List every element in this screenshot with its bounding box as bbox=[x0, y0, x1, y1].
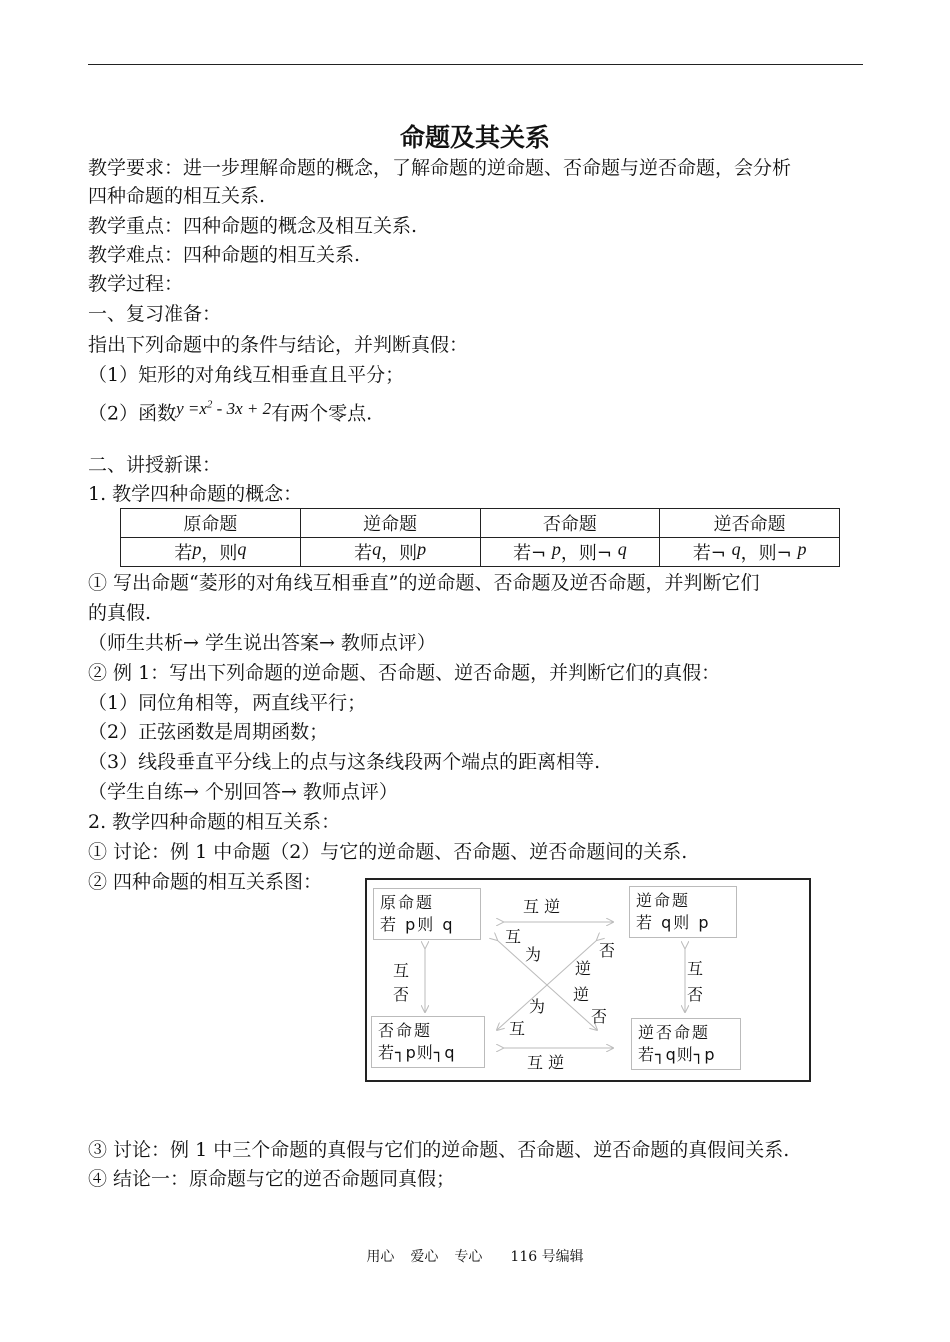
section1-item2 bbox=[88, 396, 372, 429]
diagram-caption: ② 四种命题的相互关系图： bbox=[88, 871, 323, 893]
table-header-row bbox=[121, 509, 840, 538]
process-heading: 教学过程： bbox=[88, 273, 184, 295]
header-rule bbox=[88, 64, 863, 65]
diagonal-char: 否 bbox=[599, 941, 616, 960]
section2-sub2: 2. 教学四种命题的相互关系： bbox=[88, 811, 341, 833]
right-label-2: 否 bbox=[687, 985, 704, 1004]
footer-text: 116 号编辑 bbox=[510, 1249, 584, 1265]
diagonal-char: 互 bbox=[509, 1019, 526, 1038]
point2: ② 例 1：写出下列命题的逆命题、否命题、逆否命题，并判断它们的真假： bbox=[88, 662, 721, 684]
section1-heading: 一、复习准备： bbox=[88, 303, 222, 325]
original-proposition-box bbox=[373, 888, 481, 940]
item2-prefix: （2）函数 bbox=[88, 402, 177, 425]
page-footer bbox=[0, 1246, 950, 1266]
box-title: 否命题 bbox=[378, 1021, 433, 1040]
section1-item1: （1）矩形的对角线互相垂直且平分； bbox=[88, 364, 405, 386]
item2-formula bbox=[176, 399, 271, 418]
right-label-1: 互 bbox=[687, 959, 704, 978]
diagonal-char: 逆 bbox=[575, 959, 592, 978]
relationship-diagram bbox=[365, 878, 811, 1082]
diagonal-char: 互 bbox=[505, 927, 522, 946]
formula-rest: - 3x + 2 bbox=[212, 398, 272, 418]
diagonal-char: 为 bbox=[529, 997, 546, 1016]
difficulty: 教学难点：四种命题的相互关系. bbox=[88, 244, 361, 266]
section2-sub1: 1. 教学四种命题的概念： bbox=[88, 483, 303, 505]
box-title: 逆命题 bbox=[636, 891, 691, 910]
footer-text: 专心 bbox=[454, 1249, 483, 1265]
table-cell: 若¬ p，则¬ q bbox=[480, 538, 660, 567]
discussion-1: ① 讨论：例 1 中命题（2）与它的逆命题、否命题、逆否命题间的关系. bbox=[88, 841, 688, 863]
bottom-label: 互 逆 bbox=[527, 1053, 565, 1072]
table-cell: 若q，则p bbox=[300, 538, 480, 567]
table-header: 逆否命题 bbox=[660, 509, 840, 538]
page-title: 命题及其关系 bbox=[399, 123, 550, 152]
note1: （师生共析→ 学生说出答案→ 教师点评） bbox=[88, 632, 436, 654]
footer-text: 用心 bbox=[366, 1249, 395, 1265]
conclusion-1: ④ 结论一：原命题与它的逆否命题同真假； bbox=[88, 1168, 456, 1190]
requirements-line-1: 教学要求：进一步理解命题的概念，了解命题的逆命题、否命题与逆否命题，会分析 bbox=[88, 157, 792, 179]
footer-text: 爱心 bbox=[410, 1249, 439, 1265]
note2: （学生自练→ 个别回答→ 教师点评） bbox=[88, 781, 398, 803]
box-formula: 若 q则 p bbox=[636, 913, 711, 932]
contrapositive-proposition-box bbox=[631, 1018, 741, 1070]
item2-suffix: 有两个零点. bbox=[271, 402, 373, 425]
diagonal-char: 否 bbox=[591, 1007, 608, 1026]
formula-base: y =x bbox=[176, 398, 207, 418]
section2-heading: 二、讲授新课： bbox=[88, 454, 222, 476]
box-title: 原命题 bbox=[380, 893, 435, 912]
left-label-1: 互 bbox=[393, 961, 410, 980]
inverse-proposition-box bbox=[371, 1016, 485, 1068]
point1-line-2: 的真假. bbox=[88, 602, 152, 624]
left-label-2: 否 bbox=[393, 985, 410, 1004]
box-formula: 若┐p则┐q bbox=[378, 1043, 456, 1062]
diagonal-char: 为 bbox=[525, 945, 542, 964]
top-label: 互 逆 bbox=[523, 897, 561, 916]
box-formula: 若┐q则┐p bbox=[638, 1045, 716, 1064]
diagonal-char: 逆 bbox=[573, 985, 590, 1004]
example-3: （3）线段垂直平分线上的点与这条线段两个端点的距离相等. bbox=[88, 751, 601, 773]
discussion-3: ③ 讨论：例 1 中三个命题的真假与它们的逆命题、否命题、逆否命题的真假间关系. bbox=[88, 1139, 790, 1161]
table-header: 原命题 bbox=[121, 509, 301, 538]
point1-line-1: ① 写出命题“菱形的对角线互相垂直”的逆命题、否命题及逆否命题，并判断它们 bbox=[88, 572, 760, 594]
example-1: （1）同位角相等，两直线平行； bbox=[88, 692, 367, 714]
requirements-line-2: 四种命题的相互关系. bbox=[88, 185, 266, 207]
table-row bbox=[121, 538, 840, 567]
converse-proposition-box bbox=[629, 886, 737, 938]
key-point: 教学重点：四种命题的概念及相互关系. bbox=[88, 215, 418, 237]
box-title: 逆否命题 bbox=[638, 1023, 711, 1042]
section1-intro: 指出下列命题中的条件与结论，并判断真假： bbox=[88, 334, 469, 356]
example-2: （2）正弦函数是周期函数； bbox=[88, 721, 329, 743]
four-propositions-table bbox=[120, 508, 840, 567]
table-header: 逆命题 bbox=[300, 509, 480, 538]
formula-exponent: 2 bbox=[206, 398, 213, 410]
table-header: 否命题 bbox=[480, 509, 660, 538]
box-formula: 若 p则 q bbox=[380, 915, 455, 934]
table-cell: 若¬ q，则¬ p bbox=[660, 538, 840, 567]
table-cell: 若p，则q bbox=[121, 538, 301, 567]
